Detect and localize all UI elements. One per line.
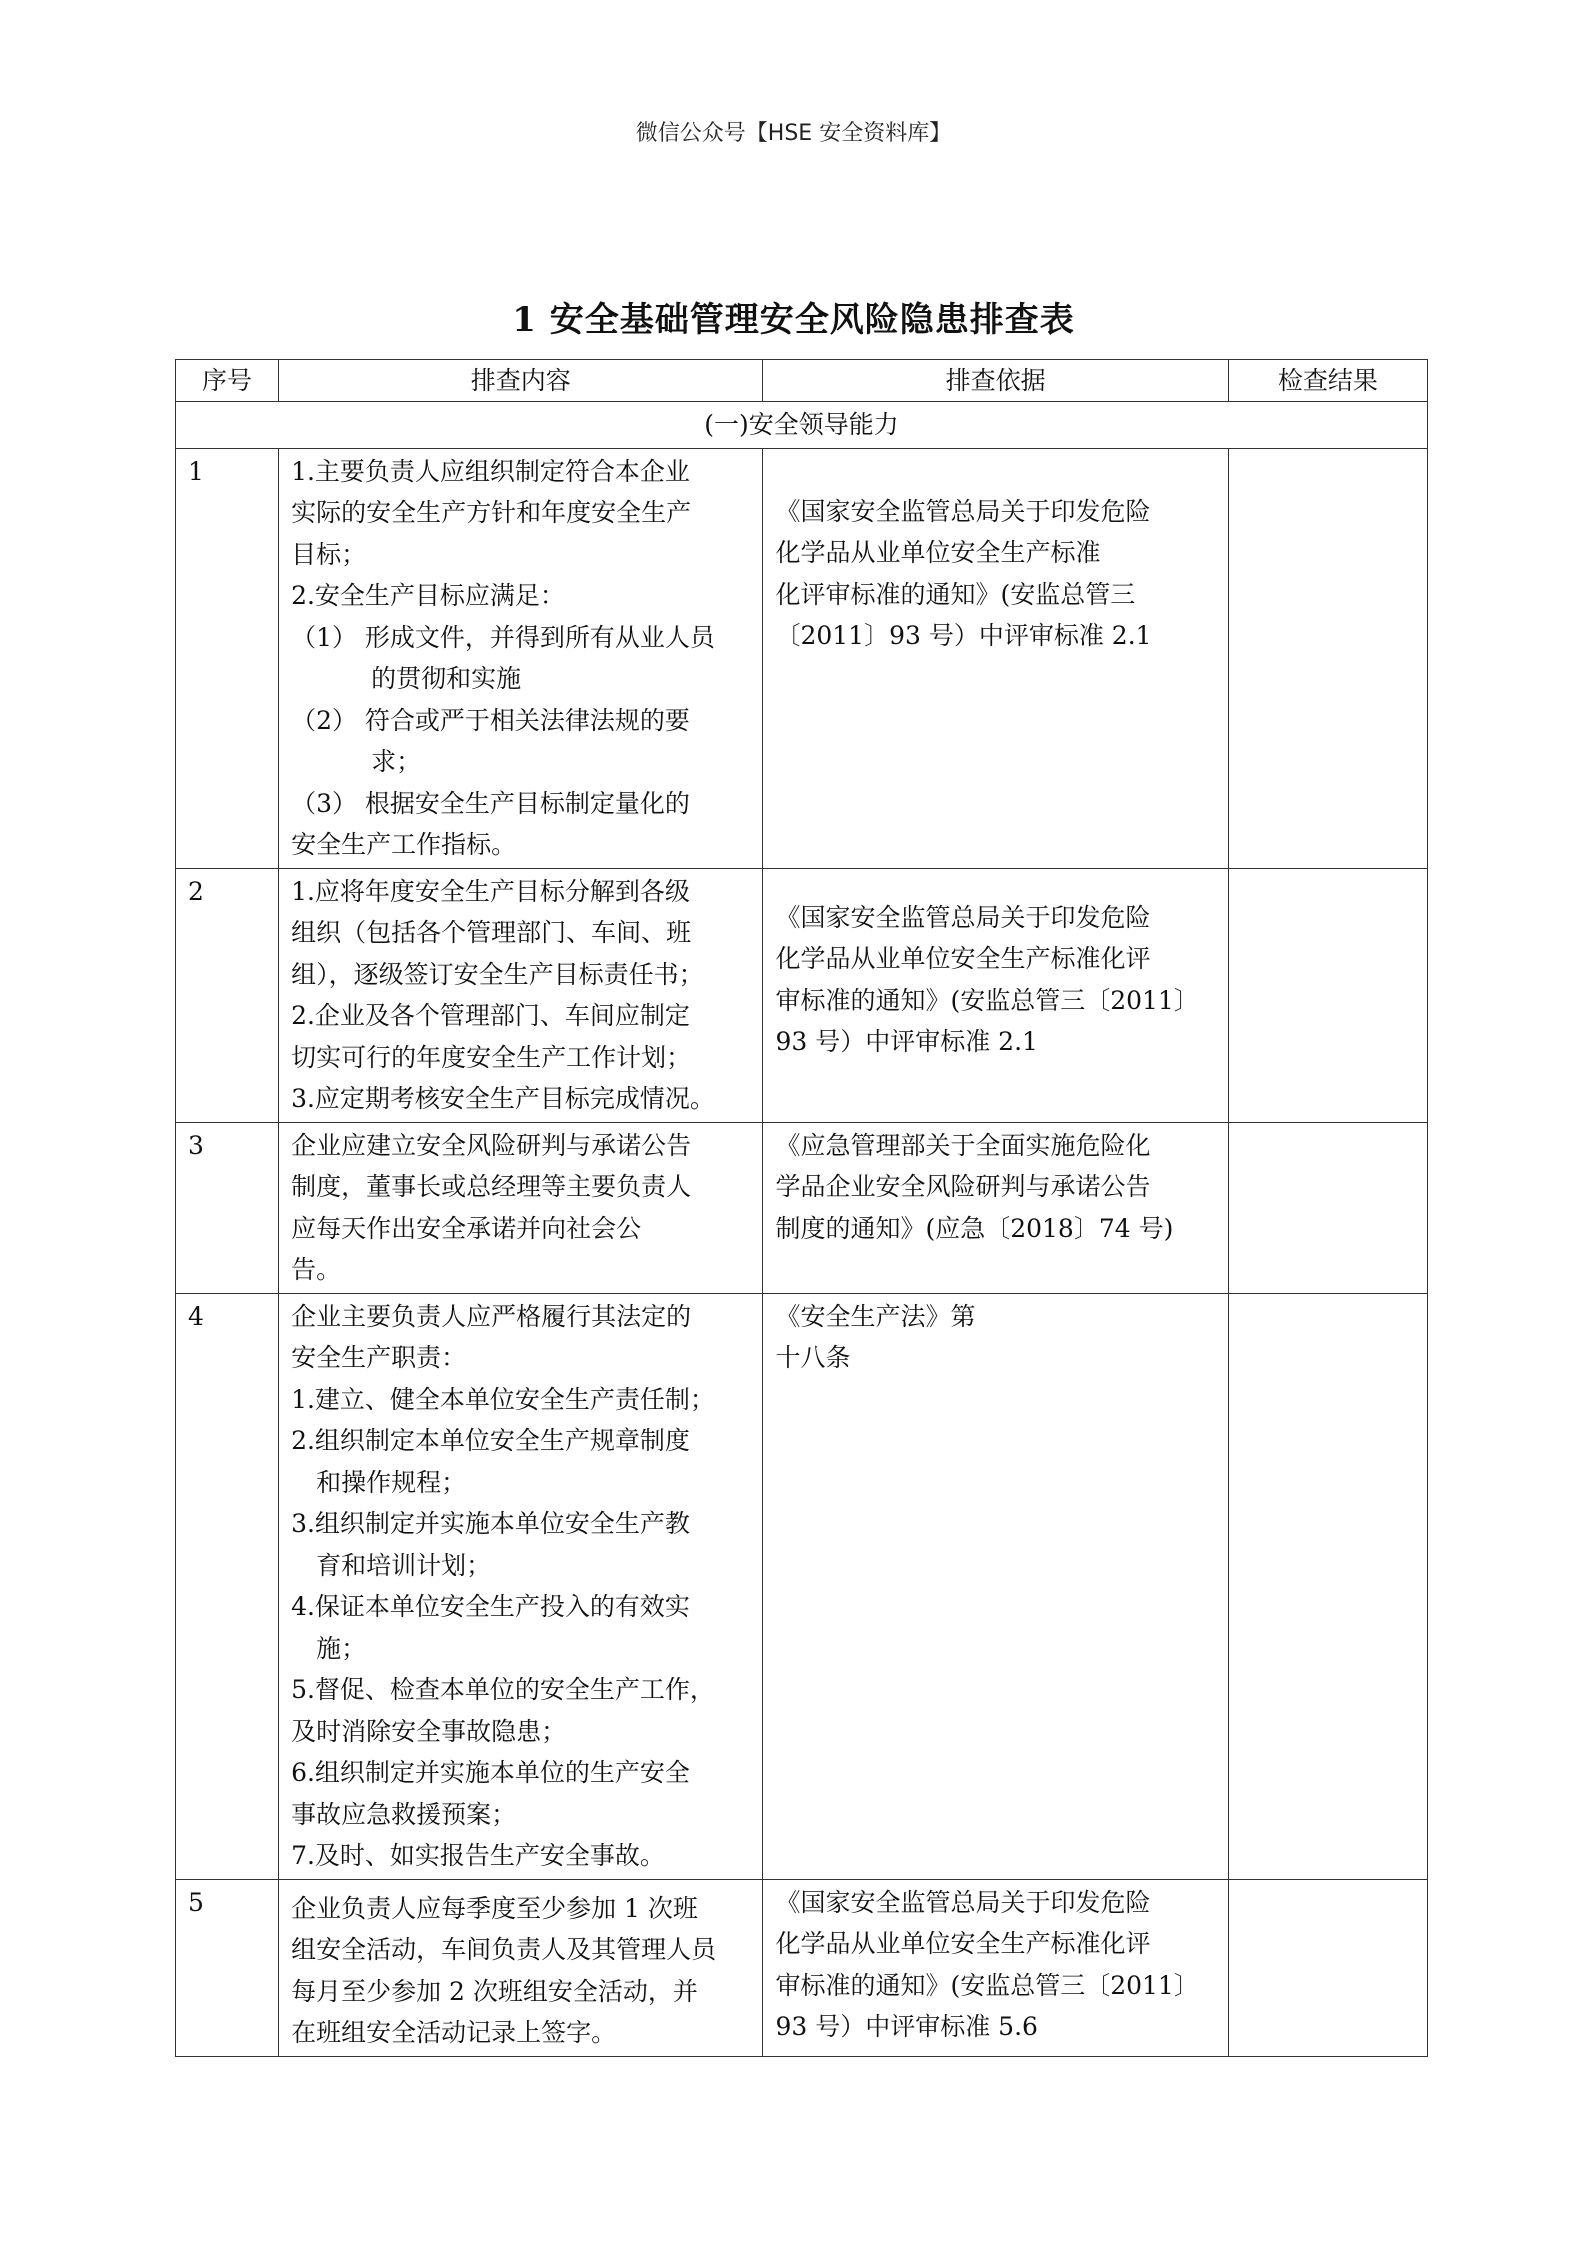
content-line: 7.及时、如实报告生产安全事故。 bbox=[291, 1841, 665, 1870]
content-line: 组织（包括各个管理部门、车间、班 bbox=[291, 918, 692, 947]
row-number: 2 bbox=[176, 868, 279, 1122]
basis-line: 化学品从业单位安全生产标准 bbox=[775, 538, 1101, 567]
content-line: 3.应定期考核安全生产目标完成情况。 bbox=[291, 1084, 715, 1113]
check-result-cell[interactable] bbox=[1228, 868, 1427, 1122]
table-row bbox=[176, 1293, 1428, 1879]
content-line: 及时消除安全事故隐患； bbox=[291, 1716, 567, 1746]
content-line: 组），逐级签订安全生产目标责任书； bbox=[291, 959, 704, 989]
row-number: 4 bbox=[176, 1293, 279, 1879]
check-content bbox=[279, 448, 763, 868]
content-line: 1.主要负责人应组织制定符合本企业 bbox=[291, 456, 690, 486]
content-line: 企业负责人应每季度至少参加 1 次班 bbox=[291, 1893, 698, 1923]
check-result-cell[interactable] bbox=[1228, 1122, 1427, 1293]
content-line: 组安全活动，车间负责人及其管理人员 bbox=[291, 1935, 717, 1964]
content-line: （3） 根据安全生产目标制定量化的 bbox=[291, 788, 690, 818]
content-line: 目标； bbox=[291, 539, 367, 569]
basis-line: 93 号）中评审标准 2.1 bbox=[775, 1027, 1038, 1056]
content-line: 2.安全生产目标应满足： bbox=[291, 581, 565, 610]
column-header-result: 检查结果 bbox=[1228, 360, 1427, 402]
check-basis bbox=[763, 1122, 1228, 1293]
basis-line: 十八条 bbox=[775, 1343, 851, 1372]
check-basis bbox=[763, 1293, 1228, 1879]
basis-line: 93 号）中评审标准 5.6 bbox=[775, 2012, 1038, 2041]
content-line: （1） 形成文件，并得到所有从业人员 bbox=[291, 622, 715, 652]
column-header-no: 序号 bbox=[176, 360, 279, 402]
content-line: 施； bbox=[316, 1633, 367, 1663]
content-line: 事故应急救援预案； bbox=[291, 1799, 517, 1829]
column-header-content: 排查内容 bbox=[279, 360, 763, 402]
content-line: 安全生产工作指标。 bbox=[291, 830, 517, 859]
basis-line: 化评审标准的通知》(安监总管三 bbox=[775, 579, 1136, 609]
content-line: 和操作规程； bbox=[316, 1467, 467, 1497]
basis-line: 《安全生产法》第 bbox=[775, 1301, 976, 1331]
check-content bbox=[279, 1879, 763, 2056]
content-line: 2.企业及各个管理部门、车间应制定 bbox=[291, 1001, 690, 1030]
content-line: 制度，董事长或总经理等主要负责人 bbox=[291, 1172, 692, 1201]
basis-line: 学品企业安全风险研判与承诺公告 bbox=[775, 1172, 1151, 1201]
content-line: 4.保证本单位安全生产投入的有效实 bbox=[291, 1592, 690, 1621]
basis-line: 《应急管理部关于全面实施危险化 bbox=[775, 1130, 1151, 1160]
content-line: 实际的安全生产方针和年度安全生产 bbox=[291, 498, 692, 527]
content-line: （2） 符合或严于相关法律法规的要 bbox=[291, 705, 690, 735]
checklist-table bbox=[175, 359, 1428, 2057]
table-row bbox=[176, 1879, 1428, 2056]
content-line: 切实可行的年度安全生产工作计划； bbox=[291, 1042, 692, 1072]
document-title: 1 安全基础管理安全风险隐患排查表 bbox=[512, 300, 1075, 340]
content-line: 求； bbox=[371, 747, 422, 776]
table-header-row bbox=[176, 360, 1428, 402]
content-line: 的贯彻和实施 bbox=[371, 664, 522, 693]
content-line: 企业主要负责人应严格履行其法定的 bbox=[291, 1301, 692, 1331]
header-note: 微信公众号【HSE 安全资料库】 bbox=[635, 121, 952, 146]
check-content bbox=[279, 1293, 763, 1879]
table-row bbox=[176, 868, 1428, 1122]
content-line: 每月至少参加 2 次班组安全活动，并 bbox=[291, 1976, 698, 2006]
check-content bbox=[279, 868, 763, 1122]
content-line: 2.组织制定本单位安全生产规章制度 bbox=[291, 1426, 690, 1455]
content-line: 1.建立、健全本单位安全生产责任制； bbox=[291, 1384, 715, 1414]
content-line: 5.督促、检查本单位的安全生产工作， bbox=[291, 1675, 715, 1704]
basis-line: 《国家安全监管总局关于印发危险 bbox=[775, 1887, 1151, 1917]
basis-line: 化学品从业单位安全生产标准化评 bbox=[775, 1929, 1151, 1958]
basis-line: 制度的通知》(应急〔2018〕74 号) bbox=[775, 1213, 1174, 1243]
basis-line: 化学品从业单位安全生产标准化评 bbox=[775, 944, 1151, 973]
content-line: 企业应建立安全风险研判与承诺公告 bbox=[291, 1130, 692, 1160]
basis-line: 《国家安全监管总局关于印发危险 bbox=[775, 902, 1151, 932]
content-line: 6.组织制定并实施本单位的生产安全 bbox=[291, 1758, 690, 1787]
content-line: 育和培训计划； bbox=[316, 1550, 492, 1580]
content-line: 安全生产职责： bbox=[291, 1343, 467, 1372]
section-row bbox=[176, 402, 1428, 449]
row-number: 1 bbox=[176, 448, 279, 868]
check-basis bbox=[763, 448, 1228, 868]
content-line: 应每天作出安全承诺并向社会公 bbox=[291, 1213, 642, 1243]
row-number: 3 bbox=[176, 1122, 279, 1293]
check-basis bbox=[763, 868, 1228, 1122]
check-basis bbox=[763, 1879, 1228, 2056]
content-line: 3.组织制定并实施本单位安全生产教 bbox=[291, 1509, 690, 1538]
section-title: (一)安全领导能力 bbox=[176, 402, 1428, 449]
content-line: 在班组安全活动记录上签字。 bbox=[291, 2018, 617, 2047]
check-result-cell[interactable] bbox=[1228, 1293, 1427, 1879]
column-header-basis: 排查依据 bbox=[763, 360, 1228, 402]
basis-line: 《国家安全监管总局关于印发危险 bbox=[775, 496, 1151, 526]
basis-line: 〔2011〕93 号）中评审标准 2.1 bbox=[775, 621, 1152, 650]
content-line: 1.应将年度安全生产目标分解到各级 bbox=[291, 876, 690, 906]
basis-line: 审标准的通知》(安监总管三〔2011〕 bbox=[775, 1970, 1199, 2000]
table-row bbox=[176, 1122, 1428, 1293]
table-row bbox=[176, 448, 1428, 868]
check-result-cell[interactable] bbox=[1228, 1879, 1427, 2056]
check-content bbox=[279, 1122, 763, 1293]
content-line: 告。 bbox=[291, 1255, 342, 1284]
check-result-cell[interactable] bbox=[1228, 448, 1427, 868]
basis-line: 审标准的通知》(安监总管三〔2011〕 bbox=[775, 985, 1199, 1015]
row-number: 5 bbox=[176, 1879, 279, 2056]
